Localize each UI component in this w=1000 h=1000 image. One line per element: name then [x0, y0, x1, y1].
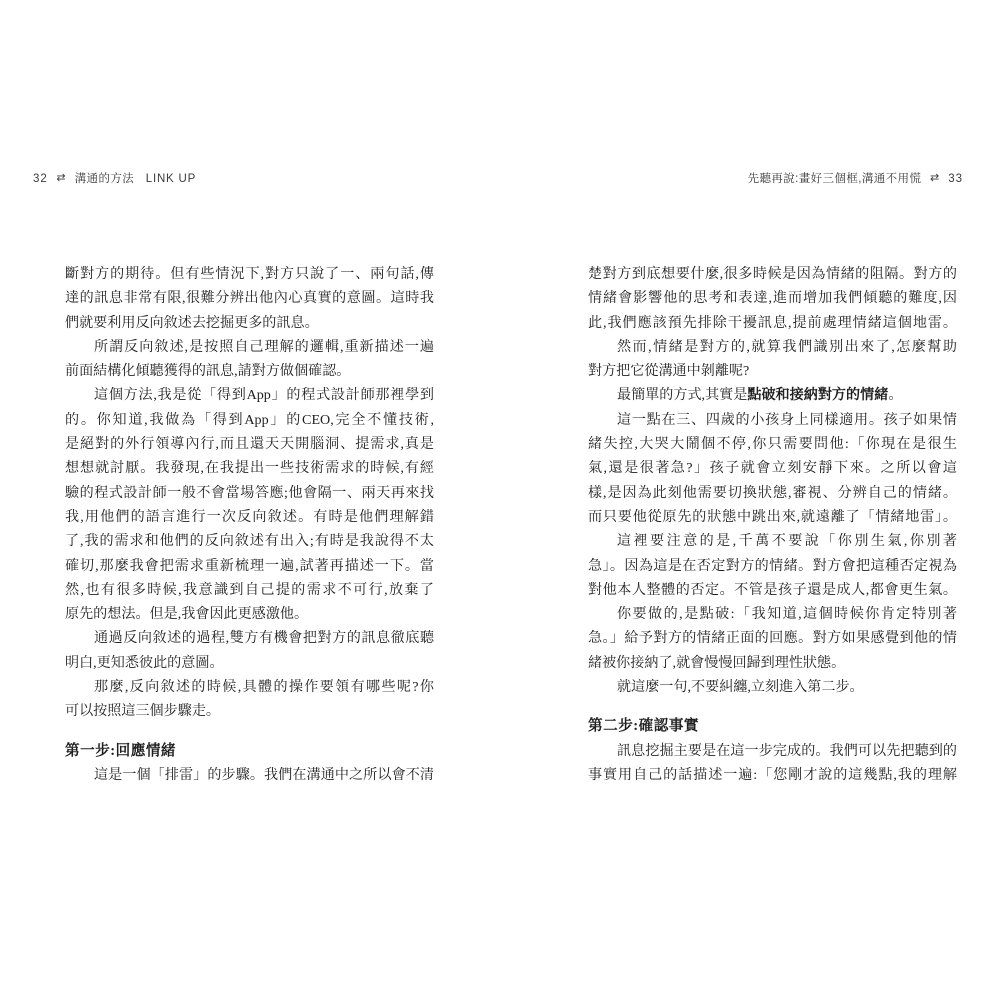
page-body-right: [588, 262, 957, 787]
text-line: 那麼,反向敘述的時候,具體的操作要領有哪些呢?你: [94, 679, 434, 696]
text-line: [588, 383, 957, 407]
text-line: 事實用自己的話描述一遍:「您剛才說的這幾點,我的理解: [588, 766, 957, 783]
text-line: 明白,更知悉彼此的意圖。: [65, 654, 224, 671]
text-line: 急」。因為這是在否定對方的情緒。對方會把這種否定視為: [588, 557, 957, 574]
text-line: 我,用他們的語言進行一次反向敘述。有時是他們理解錯: [65, 508, 434, 525]
running-title-right: 先聽再說:畫好三個框,溝通不用慌: [747, 173, 922, 185]
text-line: 想想就討厭。我發現,在我提出一些技術需求的時候,有經: [65, 460, 434, 477]
text-line: 你要做的,是點破:「我知道,這個時候你肯定特別著: [617, 606, 957, 623]
running-title-latin: LINK UP: [145, 173, 197, 185]
text-line: 通過反向敘述的過程,雙方有機會把對方的訊息徹底聽: [94, 630, 434, 647]
text-line: 情緒會影響他的思考和表達,進而增加我們傾聽的難度,因: [588, 290, 957, 307]
running-title-left: 溝通的方法: [74, 173, 135, 185]
text-line: 驗的程式設計師一般不會當場答應;他會隔一、兩天再來找: [65, 484, 434, 501]
text-line: 緒被你接納了,就會慢慢回歸到理性狀態。: [588, 654, 846, 671]
bold-text-segment: 點破和接納對方的情緒: [747, 387, 889, 404]
text-segment: 。: [888, 387, 903, 404]
text-line: 原先的想法。但是,我會因此更感激他。: [65, 606, 309, 623]
page-header-left: [33, 172, 196, 186]
text-line: 訊息挖掘主要是在這一步完成的。我們可以先把聽到的: [617, 742, 957, 759]
text-line: 是絕對的外行領導內行,而且還天天開腦洞、提需求,真是: [65, 436, 434, 453]
text-line: 楚對方到底想要什麼,很多時候是因為情緒的阻隔。對方的: [588, 266, 957, 282]
text-line: 斷對方的期待。但有些情況下,對方只說了一、兩句話,傳: [65, 266, 434, 282]
page-header-right: [748, 172, 963, 186]
text-line: 急。」給予對方的情緒正面的回應。對方如果感覺到他的情: [588, 630, 957, 647]
text-line: 這裡要注意的是,千萬不要說「你別生氣,你別著: [617, 533, 957, 550]
arrows-icon: ⇄: [56, 172, 67, 184]
text-line: 就這麼一句,不要糾纏,立刻進入第二步。: [617, 679, 864, 696]
text-line: 們就要利用反向敘述去挖掘更多的訊息。: [65, 314, 319, 331]
text-line: 可以按照這三個步驟走。: [65, 703, 221, 720]
text-line: 氣,還是很著急?」孩子就會立刻安靜下來。之所以會這: [588, 460, 957, 477]
text-line: 達的訊息非常有限,很難分辨出他內心真實的意圖。這時我: [65, 290, 434, 307]
text-line: 對方把它從溝通中剝離呢?: [588, 363, 750, 380]
arrows-icon: ⇄: [929, 172, 940, 184]
text-line: 然,也有很多時候,我意識到自己提的需求不可行,放棄了: [65, 581, 434, 598]
text-line: 這一點在三、四歲的小孩身上同樣適用。孩子如果情: [617, 411, 957, 428]
text-segment: 最簡單的方式,其實是: [617, 387, 748, 404]
text-line: 緒失控,大哭大鬧個不停,你只需要問他:「你現在是很生: [588, 436, 957, 453]
text-line: 的。你知道,我做為「得到App」的CEO,完全不懂技術,: [65, 411, 434, 428]
page-number-right: 33: [948, 173, 963, 185]
page-body-left: [65, 262, 434, 787]
section-heading: 第一步:回應情緒: [65, 742, 177, 759]
text-line: 了,我的需求和他們的反向敘述有出入;有時是我說得不太: [65, 533, 434, 550]
text-line: 所謂反向敘述,是按照自己理解的邏輯,重新描述一遍: [94, 338, 434, 355]
text-line: 對他本人整體的否定。不管是孩子還是成人,都會更生氣。: [588, 581, 957, 598]
section-heading: 第二步:確認事實: [588, 718, 700, 735]
text-line: 樣,是因為此刻他需要切換狀態,審視、分辨自己的情緒。: [588, 484, 957, 501]
text-line: 確切,那麼我會把需求重新梳理一遍,試著再描述一下。當: [65, 557, 434, 574]
text-line: 而只要他從原先的狀態中跳出來,就遠離了「情緒地雷」。: [588, 508, 957, 525]
page-number-left: 32: [33, 173, 48, 185]
text-line: 這個方法,我是從「得到App」的程式設計師那裡學到: [94, 387, 434, 404]
text-line: 然而,情緒是對方的,就算我們識別出來了,怎麼幫助: [617, 338, 957, 355]
text-line: 前面結構化傾聽獲得的訊息,請對方做個確認。: [65, 363, 351, 380]
text-line: 此,我們應該預先排除干擾訊息,提前處理情緒這個地雷。: [588, 314, 957, 331]
text-line: 這是一個「排雷」的步驟。我們在溝通中之所以會不清: [94, 766, 434, 783]
